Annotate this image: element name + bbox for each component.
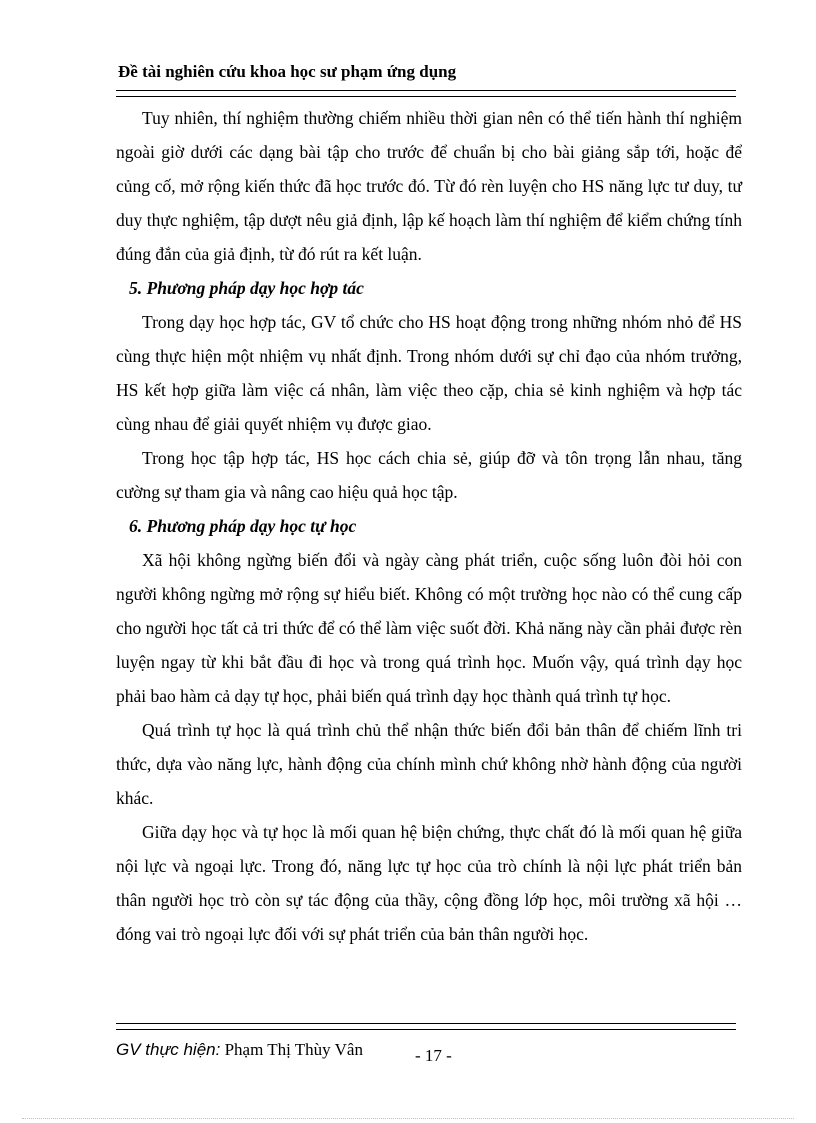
section-6-paragraph-1: Xã hội không ngừng biến đổi và ngày càng phát triển, cuộc sống luôn đòi hỏi con người không ngừng mở rộng sự hiểu biết. Không có một trường học nào có thể cung cấp cho người học tất cả tri thức để có thể làm việc suốt đời. Khả năng này cần phải được rèn luyện ngay từ khi bắt đầu đi học và trong quá trình học. Muốn vậy, quá trình dạy học phải bao hàm cả dạy tự học, phải biến quá trình dạy học thành quá trình tự học. [116, 550, 742, 706]
page-number: - 17 - [415, 1046, 452, 1065]
section-5-paragraph-2: Trong học tập hợp tác, HS học cách chia sẻ, giúp đỡ và tôn trọng lẫn nhau, tăng cường sự tham gia và nâng cao hiệu quả học tập. [116, 448, 742, 502]
footer-double-rule [116, 1023, 736, 1030]
section-5-heading: 5. Phương pháp dạy học hợp tác [129, 278, 364, 298]
footer-author-label: GV thực hiện: [116, 1040, 221, 1059]
document-body [116, 101, 742, 951]
intro-paragraph: Tuy nhiên, thí nghiệm thường chiếm nhiều thời gian nên có thể tiến hành thí nghiệm ngoài giờ dưới các dạng bài tập cho trước để chuẩn bị cho bài giảng sắp tới, hoặc để củng cố, mở rộng kiến thức đã học trước đó. Từ đó rèn luyện cho HS năng lực tư duy, tư duy thực nghiệm, tập dượt nêu giả định, lập kế hoạch làm thí nghiệm để kiểm chứng tính đúng đắn của giả định, từ đó rút ra kết luận. [116, 108, 742, 264]
footer-author [116, 1040, 363, 1060]
section-6-paragraph-2: Quá trình tự học là quá trình chủ thể nhận thức biến đổi bản thân để chiếm lĩnh tri thức, dựa vào năng lực, hành động của chính mình chứ không nhờ hành động của người khác. [116, 720, 742, 808]
section-6-heading: 6. Phương pháp dạy học tự học [129, 516, 357, 536]
footer-author-name: Phạm Thị Thùy Vân [224, 1040, 363, 1059]
section-6-paragraph-3: Giữa dạy học và tự học là mối quan hệ biện chứng, thực chất đó là mối quan hệ giữa nội lực và ngoại lực. Trong đó, năng lực tự học của trò chính là nội lực phát triển bản thân người học trò còn sự tác động của thầy, cộng đồng lớp học, môi trường xã hội …đóng vai trò ngoại lực đối với sự phát triển của bản thân người học. [116, 822, 742, 944]
document-header-title: Đề tài nghiên cứu khoa học sư phạm ứng dụng [118, 62, 457, 81]
header-double-rule [116, 90, 736, 97]
page-bottom-edge [22, 1118, 794, 1119]
section-5-paragraph-1: Trong dạy học hợp tác, GV tổ chức cho HS hoạt động trong những nhóm nhỏ để HS cùng thực hiện một nhiệm vụ nhất định. Trong nhóm dưới sự chỉ đạo của nhóm trưởng, HS kết hợp giữa làm việc cá nhân, làm việc theo cặp, chia sẻ kinh nghiệm và hợp tác cùng nhau để giải quyết nhiệm vụ được giao. [116, 312, 742, 434]
